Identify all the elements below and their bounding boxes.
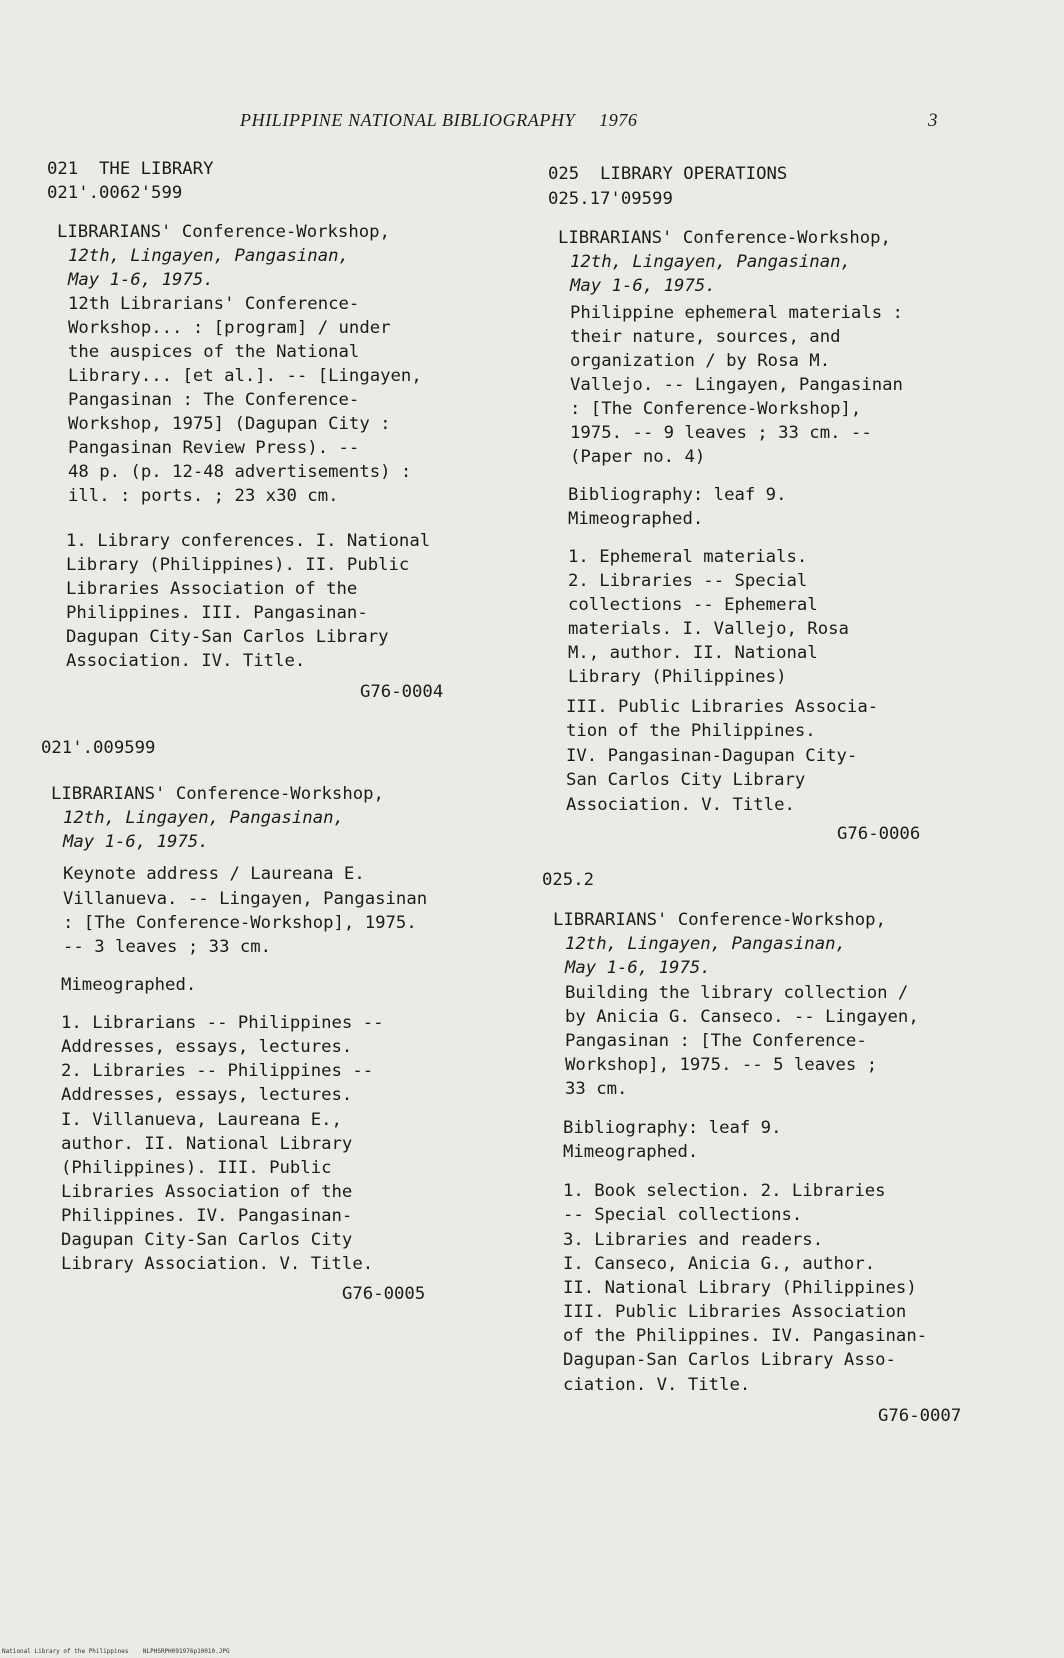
tracing-line: Dagupan City-San Carlos City	[61, 1230, 353, 1250]
note-line: Mimeographed.	[568, 509, 704, 529]
description-line: 33 cm.	[565, 1079, 628, 1099]
tracing-line: Philippines. III. Pangasinan-	[66, 603, 368, 623]
description-line: by Anicia G. Canseco. -- Lingayen,	[565, 1007, 919, 1027]
tracing-line: 2. Libraries -- Philippines --	[61, 1061, 374, 1081]
tracing-line: Dagupan City-San Carlos Library	[66, 627, 389, 647]
tracing-line: II. National Library (Philippines)	[563, 1278, 917, 1298]
description-line: : [The Conference-Workshop], 1975.	[63, 913, 417, 933]
tracing-line: San Carlos City Library	[566, 770, 806, 790]
description-line: Pangasinan Review Press). --	[68, 438, 360, 458]
description-line: Workshop... : [program] / under	[68, 318, 391, 338]
tracing-line: Library (Philippines). II. Public	[66, 555, 410, 575]
accession-number: G76-0004	[360, 682, 444, 702]
tracing-line: Library Association. V. Title.	[61, 1254, 374, 1274]
main-entry-heading: LIBRARIANS' Conference-Workshop,	[51, 784, 384, 804]
description-line: organization / by Rosa M.	[570, 351, 831, 371]
section-heading-025: 025 LIBRARY OPERATIONS	[548, 164, 788, 184]
description-line: : [The Conference-Workshop],	[570, 399, 862, 419]
class-number: 025.2	[542, 870, 595, 890]
tracing-line: author. II. National Library	[61, 1134, 353, 1154]
description-line: 12th Librarians' Conference-	[68, 294, 360, 314]
description-line: 1975. -- 9 leaves ; 33 cm. --	[570, 423, 872, 443]
class-number: 021'.009599	[41, 738, 156, 758]
tracing-line: ciation. V. Title.	[563, 1375, 751, 1395]
tracing-line: Library (Philippines)	[568, 667, 787, 687]
accession-number: G76-0007	[878, 1406, 962, 1426]
tracing-line: Libraries Association of the	[66, 579, 358, 599]
main-entry-date: May 1-6, 1975.	[570, 276, 716, 296]
tracing-line: Addresses, essays, lectures.	[61, 1037, 353, 1057]
main-entry-heading: LIBRARIANS' Conference-Workshop,	[57, 222, 390, 242]
tracing-line: Association. V. Title.	[566, 795, 795, 815]
main-entry-subheading: 12th, Lingayen, Pangasinan,	[570, 252, 851, 272]
accession-number: G76-0005	[342, 1284, 426, 1304]
header-year: 1976	[599, 110, 638, 130]
class-number: 025.17'09599	[548, 189, 673, 209]
main-entry-subheading: 12th, Lingayen, Pangasinan,	[63, 808, 344, 828]
class-number: 021'.0062'599	[47, 183, 183, 203]
tracing-line: 1. Library conferences. I. National	[66, 531, 431, 551]
description-line: the auspices of the National	[68, 342, 360, 362]
tracing-line: materials. I. Vallejo, Rosa	[568, 619, 849, 639]
description-line: Library... [et al.]. -- [Lingayen,	[68, 366, 422, 386]
tracing-line: Dagupan-San Carlos Library Asso-	[563, 1350, 896, 1370]
tracing-line: 1. Book selection. 2. Libraries	[563, 1181, 886, 1201]
page-number: 3	[928, 110, 938, 131]
tracing-line: M., author. II. National	[568, 643, 818, 663]
description-line: -- 3 leaves ; 33 cm.	[63, 937, 272, 957]
scan-footer: National Library of the Philippines NLPHSRPH091976p10010.JPG	[2, 1648, 230, 1655]
description-line: Keynote address / Laureana E.	[63, 864, 365, 884]
accession-number: G76-0006	[837, 824, 921, 844]
tracing-line: 1. Librarians -- Philippines --	[61, 1013, 384, 1033]
description-line: (Paper no. 4)	[570, 447, 706, 467]
note-line: Bibliography: leaf 9.	[568, 485, 787, 505]
tracing-line: III. Public Libraries Association	[563, 1302, 907, 1322]
note-line: Mimeographed.	[563, 1142, 699, 1162]
note-line: Bibliography: leaf 9.	[563, 1118, 782, 1138]
main-entry-subheading: 12th, Lingayen, Pangasinan,	[565, 934, 846, 954]
description-line: 48 p. (p. 12-48 advertisements) :	[68, 462, 412, 482]
tracing-line: 1. Ephemeral materials.	[568, 547, 808, 567]
description-line: Vallejo. -- Lingayen, Pangasinan	[570, 375, 903, 395]
main-entry-subheading: 12th, Lingayen, Pangasinan,	[68, 246, 349, 266]
note-line: Mimeographed.	[61, 975, 197, 995]
description-line: Building the library collection /	[565, 983, 909, 1003]
tracing-line: IV. Pangasinan-Dagupan City-	[566, 746, 858, 766]
tracing-line: Addresses, essays, lectures.	[61, 1085, 353, 1105]
tracing-line: Philippines. IV. Pangasinan-	[61, 1206, 353, 1226]
tracing-line: Association. IV. Title.	[66, 651, 306, 671]
main-entry-date: May 1-6, 1975.	[565, 958, 711, 978]
description-line: Workshop, 1975] (Dagupan City :	[68, 414, 391, 434]
tracing-line: I. Villanueva, Laureana E.,	[61, 1110, 342, 1130]
main-entry-heading: LIBRARIANS' Conference-Workshop,	[558, 228, 891, 248]
tracing-line: III. Public Libraries Associa-	[566, 697, 879, 717]
tracing-line: -- Special collections.	[563, 1205, 803, 1225]
main-entry-date: May 1-6, 1975.	[68, 270, 214, 290]
description-line: Pangasinan : The Conference-	[68, 390, 360, 410]
main-entry-date: May 1-6, 1975.	[63, 832, 209, 852]
tracing-line: 3. Libraries and readers.	[563, 1230, 824, 1250]
tracing-line: 2. Libraries -- Special	[568, 571, 808, 591]
running-header	[240, 110, 638, 131]
description-line: Pangasinan : [The Conference-	[565, 1031, 867, 1051]
main-entry-heading: LIBRARIANS' Conference-Workshop,	[553, 910, 886, 930]
description-line: Philippine ephemeral materials :	[570, 303, 903, 323]
section-heading-021: 021 THE LIBRARY	[47, 159, 214, 179]
description-line: Workshop], 1975. -- 5 leaves ;	[565, 1055, 878, 1075]
tracing-line: (Philippines). III. Public	[61, 1158, 332, 1178]
tracing-line: Libraries Association of the	[61, 1182, 353, 1202]
description-line: Villanueva. -- Lingayen, Pangasinan	[63, 889, 428, 909]
tracing-line: tion of the Philippines.	[566, 721, 816, 741]
description-line: their nature, sources, and	[570, 327, 841, 347]
tracing-line: collections -- Ephemeral	[568, 595, 818, 615]
tracing-line: of the Philippines. IV. Pangasinan-	[563, 1326, 928, 1346]
header-title: PHILIPPINE NATIONAL BIBLIOGRAPHY	[240, 110, 576, 130]
tracing-line: I. Canseco, Anicia G., author.	[563, 1254, 876, 1274]
description-line: ill. : ports. ; 23 x30 cm.	[68, 486, 339, 506]
